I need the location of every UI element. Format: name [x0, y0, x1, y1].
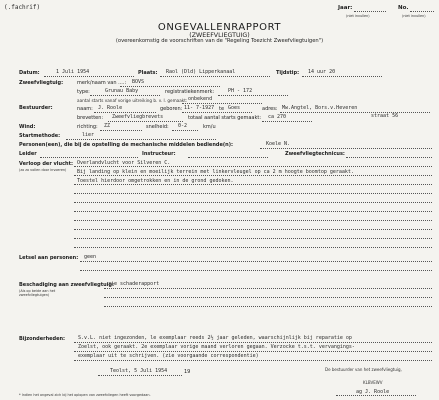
place-date: Teolst, 5 Juli 1954 [110, 368, 168, 374]
startmethode-value: lier [82, 132, 95, 138]
instructeur-line [188, 157, 268, 158]
verloop-rule-8 [74, 229, 432, 230]
startmethode-label: Startmethode: [19, 133, 61, 139]
plaats-value: Raol (Dld) Lipperkanaal [166, 69, 236, 75]
te-value: Goes [228, 105, 241, 111]
verloop-rule-5 [74, 202, 432, 203]
starts-since-cert-value: onbekend [188, 96, 213, 102]
letsel-label: Letsel aan personen: [19, 255, 79, 261]
snelheid-line [172, 130, 198, 131]
organisation-line: KLBVEWV [363, 380, 383, 385]
jaar-field-line [354, 11, 386, 12]
beschadiging-note-2: zweefvliegtuigen) [19, 293, 50, 297]
beschadiging-rule-1 [104, 288, 432, 289]
merk-value: BOVS [132, 79, 145, 85]
signature: ag J. Roole [356, 389, 390, 395]
letsel-rule-1 [80, 261, 432, 262]
snelheid-value: 0-2 [178, 123, 188, 129]
geboren-label: geboren: [160, 106, 183, 112]
wind-label: Wind: [19, 124, 36, 130]
report-description: (overeenkomstig de voorschriften van de "Regeling Toezicht Zweefvliegtuigen") [115, 38, 324, 44]
geboren-value: 11- 7-1927 [184, 105, 215, 111]
beschadiging-rule-3 [104, 306, 432, 307]
tijdstip-label: Tijdstip: [276, 70, 300, 76]
naam-value: J. Roole [98, 105, 123, 111]
place-date-line [98, 375, 182, 376]
starts-since-cert-label: aantal starts vanaf vorige uitreiking b. v. l. gemaakt: [77, 98, 188, 103]
richting-label: richting: [77, 124, 98, 130]
merk-label: merk/naam van ....: [77, 80, 127, 86]
verloop-rule-10 [74, 247, 432, 248]
geboren-line [182, 112, 252, 113]
verloop-rule-6 [74, 211, 432, 212]
bijzonderheden-line-3: exemplaar uit te schrijven. (zie voorgaande correspondentie) [78, 353, 259, 359]
beschadiging-label: Beschadiging aan zweefvliegtuig: [19, 282, 114, 288]
personen-value: Koele N. [266, 141, 291, 147]
snelheid-label: snelheid: [146, 124, 169, 130]
footnote: * Indien het ongeval zich bij het oplopen van zweefvliegen heeft voorgedaan. [19, 393, 151, 397]
te-label: te [219, 106, 225, 112]
bijzonderheden-line-1: S.v.L. niet ingezonden, le exemplaar reeds 2½ jaar geleden, waarschijnlijk bij reparatie op [78, 335, 352, 341]
bijzonderheden-rule-2 [74, 351, 432, 352]
type-line [90, 95, 160, 96]
tijdstip-line [302, 76, 382, 77]
total-starts-line [262, 121, 312, 122]
beschadiging-rule-2 [104, 297, 432, 298]
no-note: (niet invullen) [402, 14, 426, 18]
jaar-label: Jaar: [338, 5, 353, 11]
registratie-line [218, 95, 288, 96]
naam-line [94, 112, 156, 113]
instructeur-label: Instructeur: [142, 151, 176, 157]
brevetten-label: brevetten: [77, 115, 104, 121]
verloop-rule-3 [74, 184, 432, 185]
verloop-rule-4 [74, 193, 432, 194]
zweefvliegtechnicus-line [346, 157, 432, 158]
richting-line [100, 130, 142, 131]
bijzonderheden-rule-1 [74, 342, 432, 343]
verloop-label: Verloop der vlucht: [19, 161, 73, 167]
richting-value: ZZ [104, 123, 111, 129]
verloop-line-1: Overlandvlucht voor Silveren C. [77, 160, 171, 166]
registratie-value: PH - 172 [228, 88, 253, 94]
report-subtitle: (ZWEEFVLIEGTUIG) [189, 32, 250, 39]
bestuurder-label: Bestuurder: [19, 105, 53, 111]
letsel-value: geen [84, 254, 97, 260]
adres-value: Mw.Angtel, Bors.v.Heveren [282, 105, 358, 111]
title-block [0, 22, 439, 44]
snelheid-unit: km/u [203, 124, 216, 130]
leider-line [40, 157, 138, 158]
merk-line [120, 86, 220, 87]
beschadiging-value: zie schaderapport [108, 281, 160, 287]
adres-value-2: straat 56 [371, 113, 399, 119]
beschadiging-note-1: (Als op beide aan het [19, 289, 56, 293]
datum-value: 1 Juli 1954 [56, 69, 90, 75]
corner-mark: (.fachrif) [4, 4, 41, 11]
zweefvliegtuig-label: Zweefvliegtuig: [19, 80, 64, 86]
leider-label: Leider [19, 151, 37, 157]
starts-since-cert-line [182, 103, 262, 104]
year-suffix: 19 [184, 369, 191, 375]
no-label: No. [398, 5, 409, 11]
verloop-rule-9 [74, 238, 432, 239]
bijzonderheden-line-2: Zoelst, ook geraakt. 2e exemplaar vorige maand verloren gegaan. Verzocke t.s.t. vervangings- [78, 344, 355, 350]
verloop-line-2: Bij landing op klein en moeilijk terrein met linkervleugel op ca 2 m hoogte boomtop geraakt. [77, 169, 354, 175]
total-starts-value: ca 270 [268, 114, 287, 120]
verloop-line-3: Toestel hierdoor omgetrokken en in de grond gedoken. [77, 178, 234, 184]
zweefvliegtechnicus-label: Zweefvliegtechnicus: [285, 151, 345, 157]
brevetten-line [108, 121, 183, 122]
bestuurder-signature-label: De bestuurder van het zweefvliegtuig, [325, 367, 402, 372]
plaats-line [160, 76, 270, 77]
bijzonderheden-label: Bijzonderheden: [19, 336, 66, 342]
tijdstip-value: 14 uur 20 [308, 69, 336, 75]
registratie-label: registratiekenmerk: [165, 89, 215, 95]
personen-line [260, 148, 432, 149]
verloop-rule-7 [74, 220, 432, 221]
datum-label: Datum: [19, 70, 40, 76]
startmethode-line [66, 139, 216, 140]
no-field-line [410, 11, 434, 12]
bijzonderheden-rule-3 [74, 360, 432, 361]
type-value: Grunau Baby [105, 88, 139, 94]
verloop-rule-2 [74, 175, 432, 176]
adres-label: adres: [262, 106, 278, 112]
total-starts-label: totaal aantal starts gemaakt: [188, 115, 262, 121]
adres-line [280, 112, 430, 113]
report-title: ONGEVALLENRAPPORT [157, 22, 282, 33]
type-label: type: [77, 89, 90, 95]
verloop-rule-1 [74, 166, 432, 167]
datum-line [44, 76, 134, 77]
plaats-label: Plaats: [138, 70, 158, 76]
naam-label: naam: [77, 106, 93, 112]
jaar-note: (niet invullen) [346, 14, 370, 18]
verloop-note: (zo zo vollen door invoeren) [19, 168, 67, 172]
signature-line [336, 395, 416, 396]
letsel-rule-2 [80, 270, 432, 271]
personen-label: Personen(een), die bij de opstelling de mechanische middelen bediende(n): [19, 142, 233, 148]
brevetten-value: Zweefvliegbrevets [112, 114, 164, 120]
